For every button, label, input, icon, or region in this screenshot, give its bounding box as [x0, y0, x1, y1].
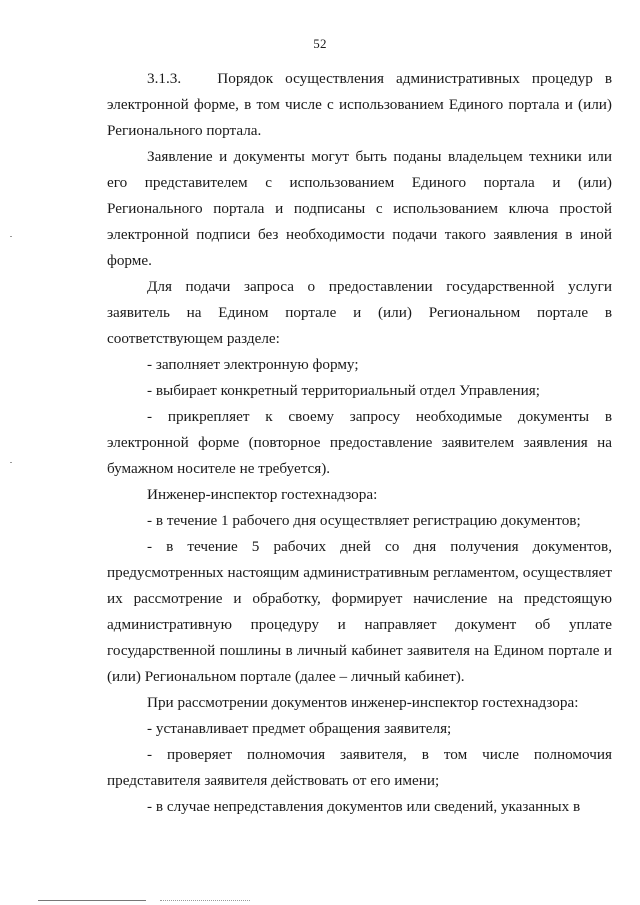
document-body — [107, 66, 612, 820]
footer-rule — [38, 900, 146, 901]
page-number: 52 — [313, 36, 327, 51]
paragraph: При рассмотрении документов инженер-инспектор гостехнадзора: — [147, 694, 579, 711]
paragraph: Для подачи запроса о предоставлении государственной услуги заявитель на Едином портале и (или) Региональном портале в соответствующем разделе: — [107, 278, 612, 347]
paragraph: Заявление и документы могут быть поданы владельцем техники или его представителем с использованием Единого портала и (или) Регионального портала и подписаны с использованием ключа простой электронной подписи без необходимости подачи такого заявления в иной форме. — [107, 148, 612, 269]
paragraph: Инженер-инспектор гостехнадзора: — [147, 486, 378, 503]
list-item: - в случае непредставления документов или сведений, указанных в — [147, 798, 581, 815]
list-item: - устанавливает предмет обращения заявителя; — [147, 720, 452, 737]
list-item: - заполняет электронную форму; — [147, 356, 359, 373]
list-item: - выбирает конкретный территориальный отдел Управления; — [147, 382, 540, 399]
footer-rule — [160, 900, 250, 901]
list-item: - в течение 1 рабочего дня осуществляет регистрацию документов; — [147, 512, 581, 529]
list-item: - в течение 5 рабочих дней со дня получения документов, предусмотренных настоящим административным регламентом, осуществляет их рассмотрение и обработку, формирует начисление на предстоящую административную процедуру и направляет документ об уплате государственной пошлины в личный кабинет заявителя на Едином портале и (или) Региональном портале (далее – личный кабинет). — [107, 538, 612, 685]
paragraph-section-heading: 3.1.3. Порядок осуществления административных процедур в электронной форме, в том числе с использованием Единого портала и (или) Регионального портала. — [107, 70, 612, 139]
list-item: - прикрепляет к своему запросу необходимые документы в электронной форме (повторное предоставление заявителем заявления на бумажном носителе не требуется). — [107, 408, 612, 477]
scan-margin-mark — [10, 236, 12, 237]
scan-margin-mark — [10, 462, 12, 463]
list-item: - проверяет полномочия заявителя, в том числе полномочия представителя заявителя действовать от его имени; — [107, 746, 612, 789]
